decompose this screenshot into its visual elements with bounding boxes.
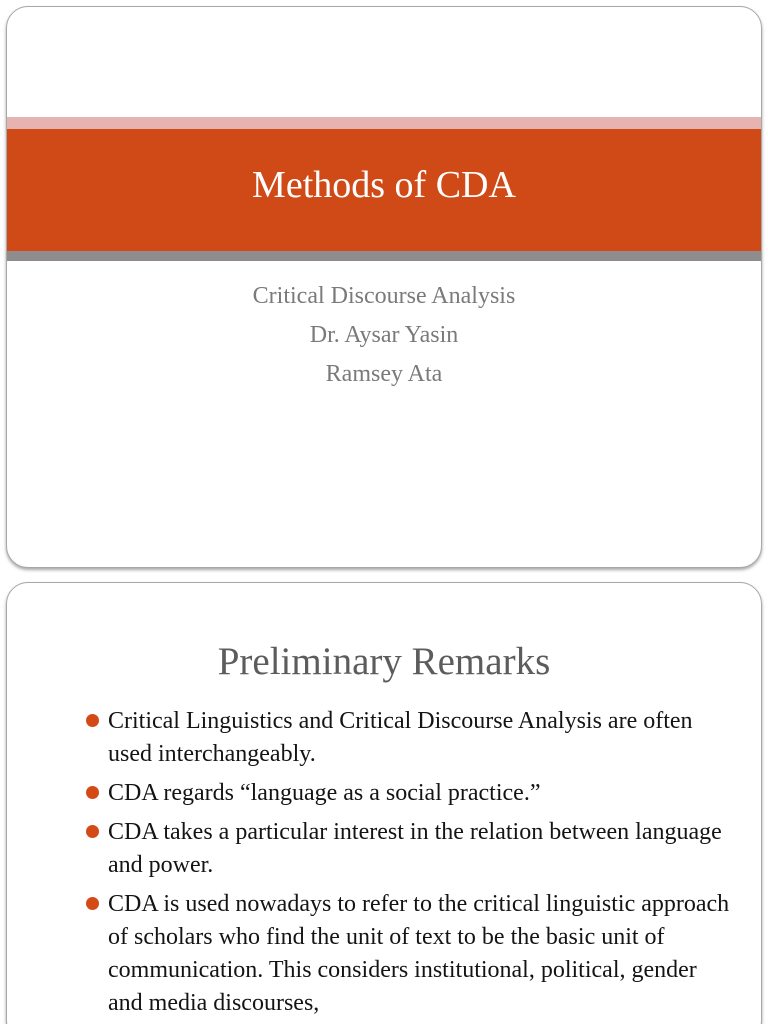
- bullet-list: [83, 705, 731, 1024]
- bullet-text: CDA is used nowadays to refer to the critical linguistic approach of scholars who find the unit of text to be the basic unit of communication. This considers institutional, political, gender and media discourses,: [108, 891, 730, 1016]
- content-slide: [6, 582, 762, 1024]
- title-slide: [6, 6, 762, 568]
- subtitle-line-course: Critical Discourse Analysis: [252, 283, 516, 309]
- bullet-item: [83, 888, 731, 1020]
- shadow-stripe: [7, 251, 761, 261]
- slide-subtitle: [7, 277, 761, 394]
- accent-stripe: [7, 117, 761, 129]
- slide-title: Methods of CDA: [252, 164, 516, 206]
- bullet-dot-icon: [86, 786, 99, 799]
- subtitle-line-author: Ramsey Ata: [325, 361, 443, 387]
- bullet-dot-icon: [86, 714, 99, 727]
- bullet-dot-icon: [86, 825, 99, 838]
- subtitle-line-instructor: Dr. Aysar Yasin: [309, 322, 459, 348]
- bullet-dot-icon: [86, 897, 99, 910]
- title-banner: [7, 129, 761, 251]
- bullet-text: CDA regards “language as a social practice.”: [108, 780, 541, 806]
- bullet-text: CDA takes a particular interest in the relation between language and power.: [108, 819, 722, 878]
- bullet-text: Critical Linguistics and Critical Discourse Analysis are often used interchangeably.: [108, 708, 693, 767]
- bullet-item: [83, 816, 731, 882]
- bullet-item: [83, 777, 731, 810]
- slide-heading: Preliminary Remarks: [217, 640, 551, 683]
- bullet-item: [83, 705, 731, 771]
